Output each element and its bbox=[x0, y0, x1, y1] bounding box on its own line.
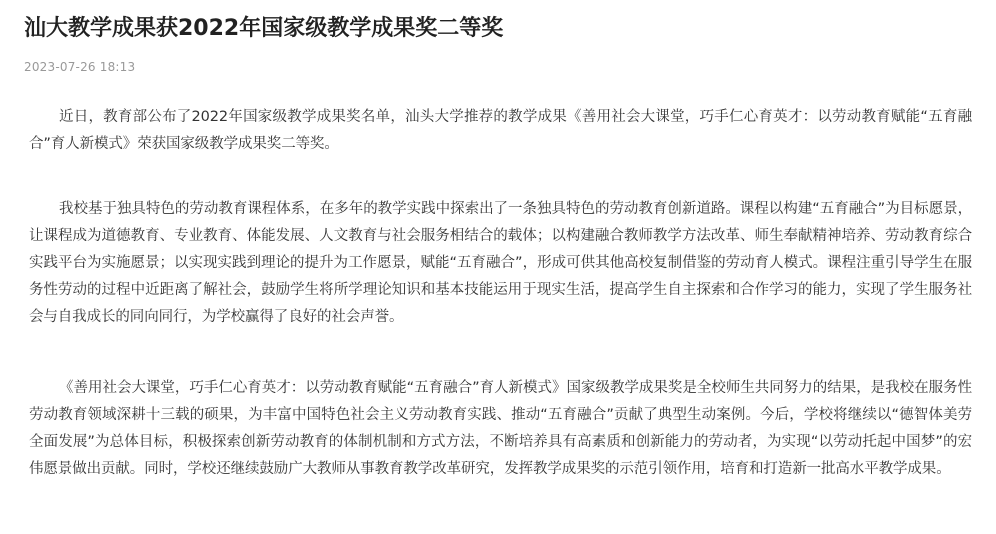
article-title: 汕大教学成果获2022年国家级教学成果奖二等奖 bbox=[24, 16, 504, 41]
article-paragraph-3: 《善用社会大课堂，巧手仁心育英才：以劳动教育赋能“五育融合”育人新模式》国家级教学成果奖是全校师生共同努力的结果，是我校在服务性劳动教育领域深耕十三载的硕果，为丰富中国特色社会主义劳动教育实践、推动“五育融合”贡献了典型生动案例。今后，学校将继续以“德智体美劳全面发展”为总体目标，积极探索创新劳动教育的体制机制和方式方法，不断培养具有高素质和创新能力的劳动者，为实现“以劳动托起中国梦”的宏伟愿景做出贡献。同时，学校还继续鼓励广大教师从事教育教学改革研究，发挥教学成果奖的示范引领作用，培育和打造新一批高水平教学成果。 bbox=[29, 380, 972, 477]
article-paragraph-1: 近日，教育部公布了2022年国家级教学成果奖名单，汕头大学推荐的教学成果《善用社会大课堂，巧手仁心育英才：以劳动教育赋能“五育融合”育人新模式》荣获国家级教学成果奖二等奖。 bbox=[29, 109, 972, 152]
publish-date: 2023-07-26 18:13 bbox=[24, 60, 136, 74]
article-paragraph-2: 我校基于独具特色的劳动教育课程体系，在多年的教学实践中探索出了一条独具特色的劳动教育创新道路。课程以构建“五育融合”为目标愿景，让课程成为道德教育、专业教育、体能发展、人文教育与社会服务相结合的载体；以构建融合教师教学方法改革、师生奉献精神培养、劳动教育综合实践平台为实施愿景；以实现实践到理论的提升为工作愿景，赋能“五育融合”，形成可供其他高校复制借鉴的劳动育人模式。课程注重引导学生在服务性劳动的过程中近距离了解社会，鼓励学生将所学理论知识和基本技能运用于现实生活，提高学生自主探索和合作学习的能力，实现了学生服务社会与自我成长的同向同行，为学校赢得了良好的社会声誉。 bbox=[29, 201, 972, 325]
